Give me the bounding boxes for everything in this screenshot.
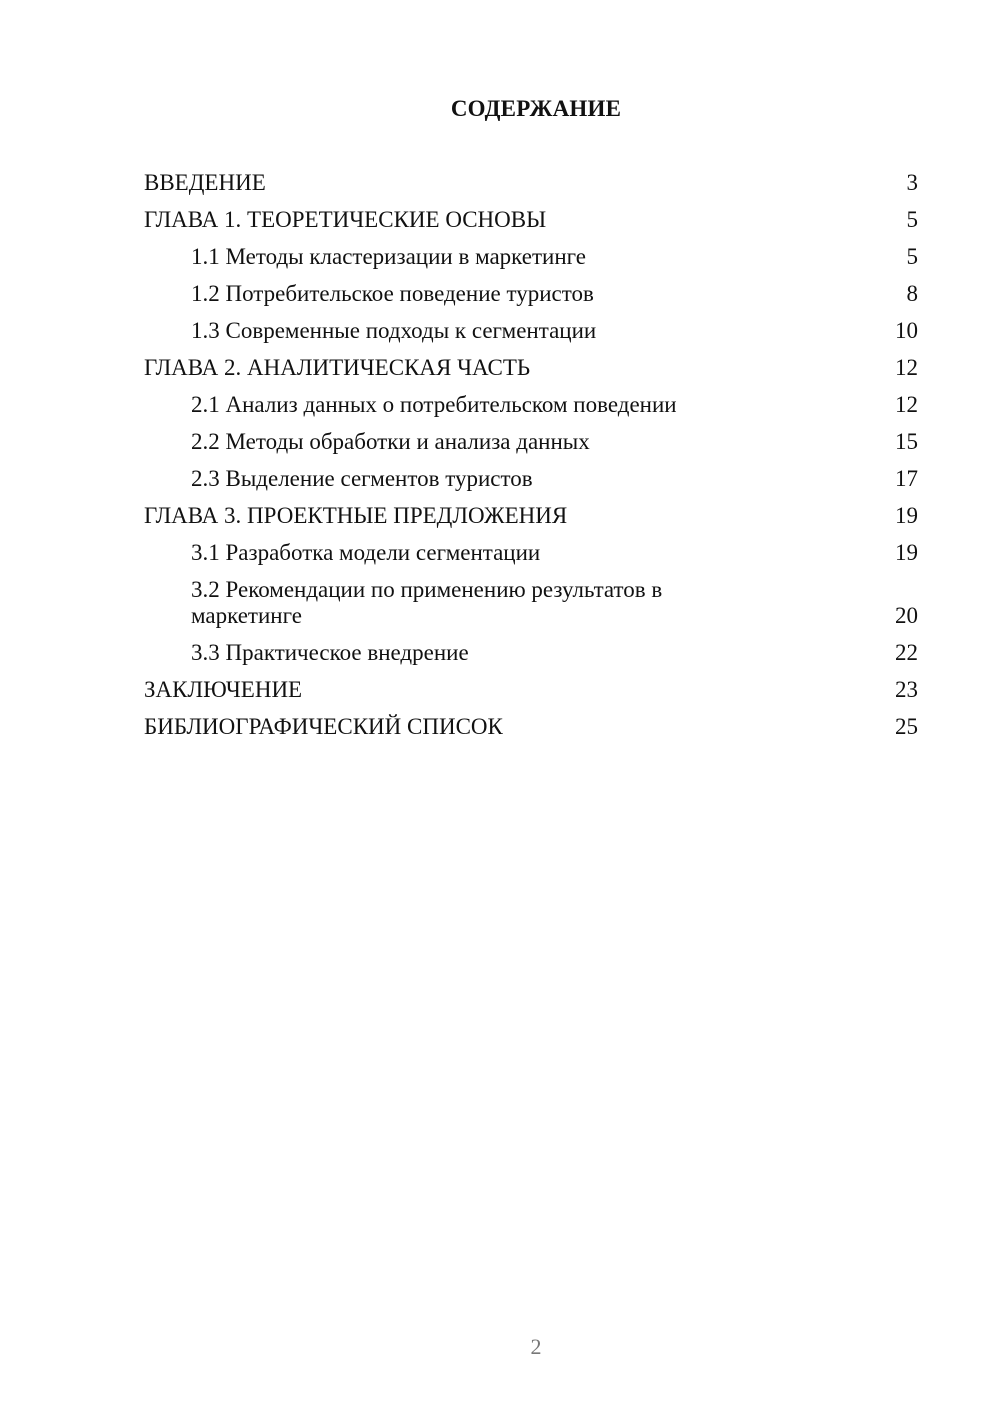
toc-entry-page: 8 xyxy=(906,281,918,306)
toc-entry-conclusion[interactable] xyxy=(144,677,918,703)
toc-entry-label: 3.1 Разработка модели сегментации xyxy=(191,540,541,565)
toc-entry-chapter-3[interactable] xyxy=(144,503,918,529)
toc-entry-section-1-2[interactable] xyxy=(144,281,918,307)
toc-entry-label: 3.2 Рекомендации по применению результатов в маркетинге xyxy=(191,577,669,628)
toc-entry-label: 1.2 Потребительское поведение туристов xyxy=(191,281,594,306)
toc-entry-label: ЗАКЛЮЧЕНИЕ xyxy=(144,677,303,702)
toc-entry-section-2-3[interactable] xyxy=(144,466,918,492)
toc-entry-label: ГЛАВА 2. АНАЛИТИЧЕСКАЯ ЧАСТЬ xyxy=(144,355,531,380)
toc-title: СОДЕРЖАНИЕ xyxy=(450,96,622,121)
toc-entry-page: 10 xyxy=(895,318,918,343)
toc-entry-section-1-1[interactable] xyxy=(144,244,918,270)
toc-entry-section-2-1[interactable] xyxy=(144,392,918,418)
toc-entry-page: 23 xyxy=(895,677,918,702)
toc-entry-page: 12 xyxy=(895,392,918,417)
toc-entry-label: 1.1 Методы кластеризации в маркетинге xyxy=(191,244,586,269)
toc-entry-section-2-2[interactable] xyxy=(144,429,918,455)
toc-entry-section-3-3[interactable] xyxy=(144,640,918,666)
toc-entry-bibliography[interactable] xyxy=(144,714,918,740)
toc-entry-section-1-3[interactable] xyxy=(144,318,918,344)
toc-entry-page: 5 xyxy=(906,244,918,269)
toc-entry-section-3-1[interactable] xyxy=(144,540,918,566)
toc-entry-page: 5 xyxy=(906,207,918,232)
toc-entry-label: 3.3 Практическое внедрение xyxy=(191,640,469,665)
toc-entry-introduction[interactable] xyxy=(144,170,918,196)
toc-entry-label: 2.2 Методы обработки и анализа данных xyxy=(191,429,590,454)
toc-entry-page: 22 xyxy=(895,640,918,665)
toc-entry-label: 2.1 Анализ данных о потребительском поведении xyxy=(191,392,677,417)
toc-entry-label: 1.3 Современные подходы к сегментации xyxy=(191,318,597,343)
toc-entry-chapter-1[interactable] xyxy=(144,207,918,233)
toc-entry-page: 19 xyxy=(895,503,918,528)
toc-entry-page: 20 xyxy=(895,603,918,628)
toc-entry-label: БИБЛИОГРАФИЧЕСКИЙ СПИСОК xyxy=(144,714,503,739)
toc-entry-page: 3 xyxy=(906,170,918,195)
toc-entry-page: 15 xyxy=(895,429,918,454)
toc-entry-page: 25 xyxy=(895,714,918,739)
table-of-contents xyxy=(144,170,918,751)
page-number: 2 xyxy=(530,1334,542,1359)
toc-entry-label: 2.3 Выделение сегментов туристов xyxy=(191,466,533,491)
toc-entry-page: 12 xyxy=(895,355,918,380)
toc-entry-label: ГЛАВА 1. ТЕОРЕТИЧЕСКИЕ ОСНОВЫ xyxy=(144,207,547,232)
toc-entry-section-3-2[interactable] xyxy=(144,577,918,629)
toc-entry-chapter-2[interactable] xyxy=(144,355,918,381)
toc-entry-label: ВВЕДЕНИЕ xyxy=(144,170,266,195)
toc-entry-page: 19 xyxy=(895,540,918,565)
toc-entry-page: 17 xyxy=(895,466,918,491)
toc-entry-label: ГЛАВА 3. ПРОЕКТНЫЕ ПРЕДЛОЖЕНИЯ xyxy=(144,503,568,528)
